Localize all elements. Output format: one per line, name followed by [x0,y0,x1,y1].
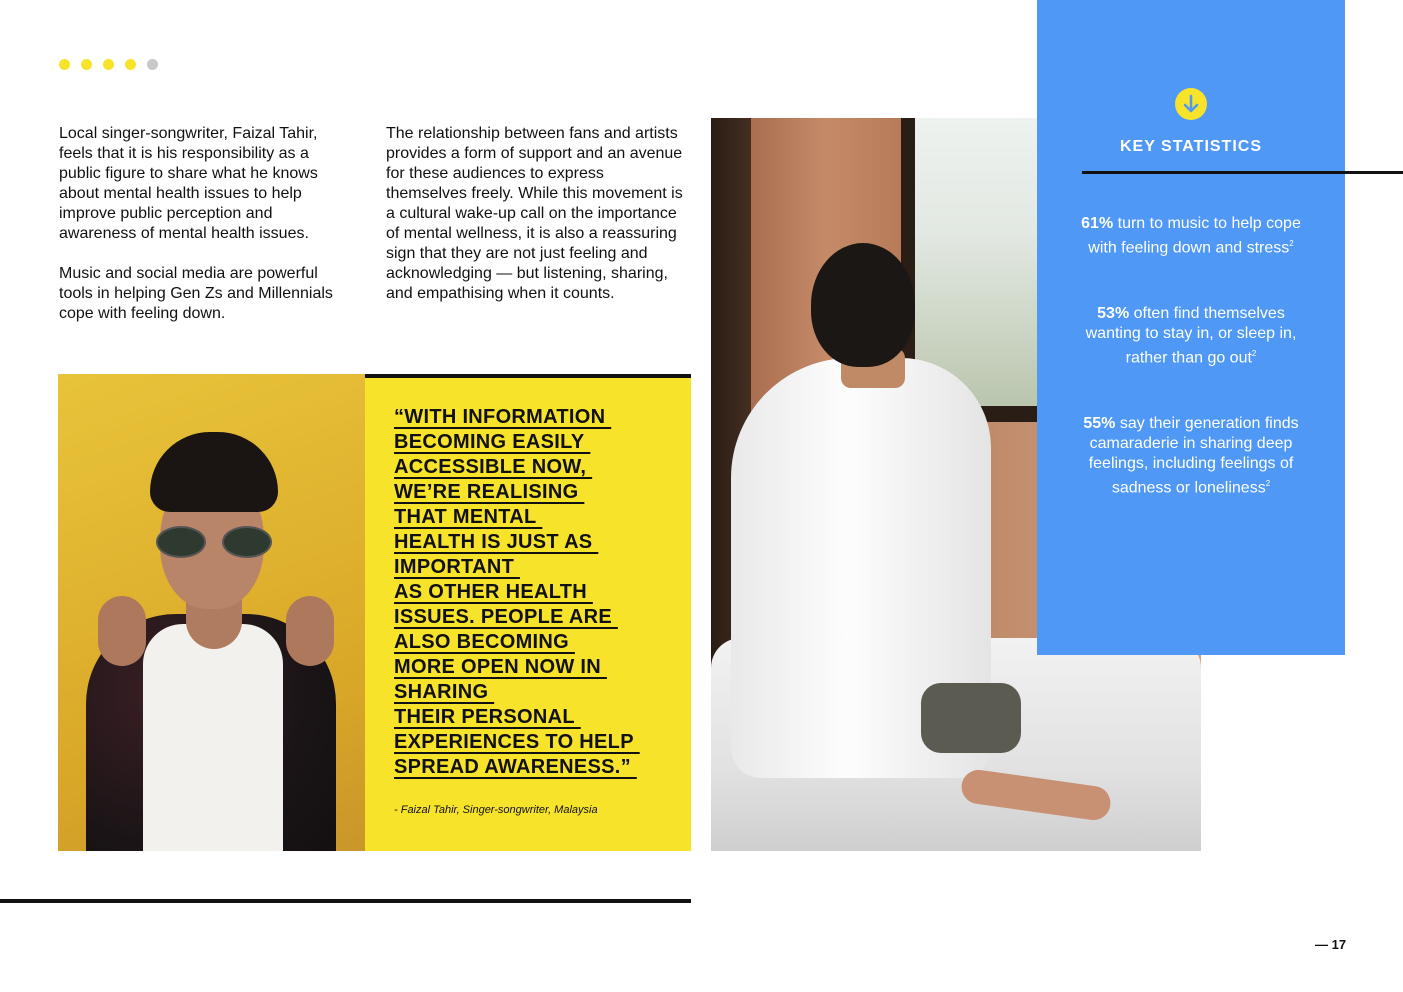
quote-line: “WITH INFORMATION [394,406,612,428]
intro-column-2 [386,124,688,324]
progress-dot [59,59,70,70]
quote-line: AS OTHER HEALTH [394,581,593,603]
key-statistics-panel [1037,0,1345,655]
quote-line: ALSO BECOMING [394,631,575,653]
statistic-value: 61% [1081,215,1114,232]
quote-panel [365,374,691,851]
footnote-ref: 2 [1251,349,1257,358]
key-statistics-title: KEY STATISTICS [1119,138,1262,155]
statistic-item [1081,214,1301,258]
statistic-item [1081,414,1301,498]
pull-quote [394,405,664,780]
quote-line: SHARING [394,681,495,703]
page-number: — 17 [1315,937,1347,952]
statistic-item [1081,304,1301,368]
quote-line: THEIR PERSONAL [394,706,581,728]
quote-line: IMPORTANT [394,556,520,578]
faizal-tahir-portrait-image [58,374,365,851]
progress-dot [103,59,114,70]
quote-line: BECOMING EASILY [394,431,591,453]
quote-attribution: - Faizal Tahir, Singer-songwriter, Malaysia [394,804,598,816]
arrow-down-circle-icon [1175,88,1207,120]
key-statistics-divider [1082,171,1403,174]
quote-line: WE’RE REALISING [394,481,585,503]
quote-line: ISSUES. PEOPLE ARE [394,606,618,628]
progress-dot [147,59,158,70]
quote-line: HEALTH IS JUST AS [394,531,599,553]
footnote-ref: 2 [1289,239,1294,248]
intro-paragraph: Music and social media are powerful tools in helping Gen Zs and Millennials cope with feeling down. [59,265,333,322]
statistic-text: often find themselves wanting to stay in, or sleep in, rather than go out [1085,305,1297,367]
bottom-divider [0,899,691,903]
quote-line: THAT MENTAL [394,506,543,528]
statistic-text: turn to music to help cope with feeling down and stress [1088,215,1301,257]
quote-line: MORE OPEN NOW IN [394,656,607,678]
intro-paragraph: Local singer-songwriter, Faizal Tahir, feels that it is his responsibility as a public figure to share what he knows about mental health issues to help improve public perception and awareness of mental health issues. [59,125,318,242]
statistic-value: 55% [1083,415,1116,432]
statistic-text: say their generation finds camaraderie in sharing deep feelings, including feelings of sadness or loneliness [1088,415,1299,497]
progress-dot [81,59,92,70]
progress-dot [125,59,136,70]
quote-line: EXPERIENCES TO HELP [394,731,640,753]
footnote-ref: 2 [1265,479,1271,488]
intro-paragraph: The relationship between fans and artists provides a form of support and an avenue for these audiences to express themselves freely. While this movement is a cultural wake-up call on the importance of mental wellness, it is also a reassuring sign that they are not just feeling and acknowledging — but listening, sharing, and empathising when it counts. [386,125,683,302]
progress-dots [59,59,158,70]
quote-line: SPREAD AWARENESS.” [394,756,637,778]
statistic-value: 53% [1097,305,1130,322]
intro-column-1 [59,124,349,344]
quote-line: ACCESSIBLE NOW, [394,456,593,478]
